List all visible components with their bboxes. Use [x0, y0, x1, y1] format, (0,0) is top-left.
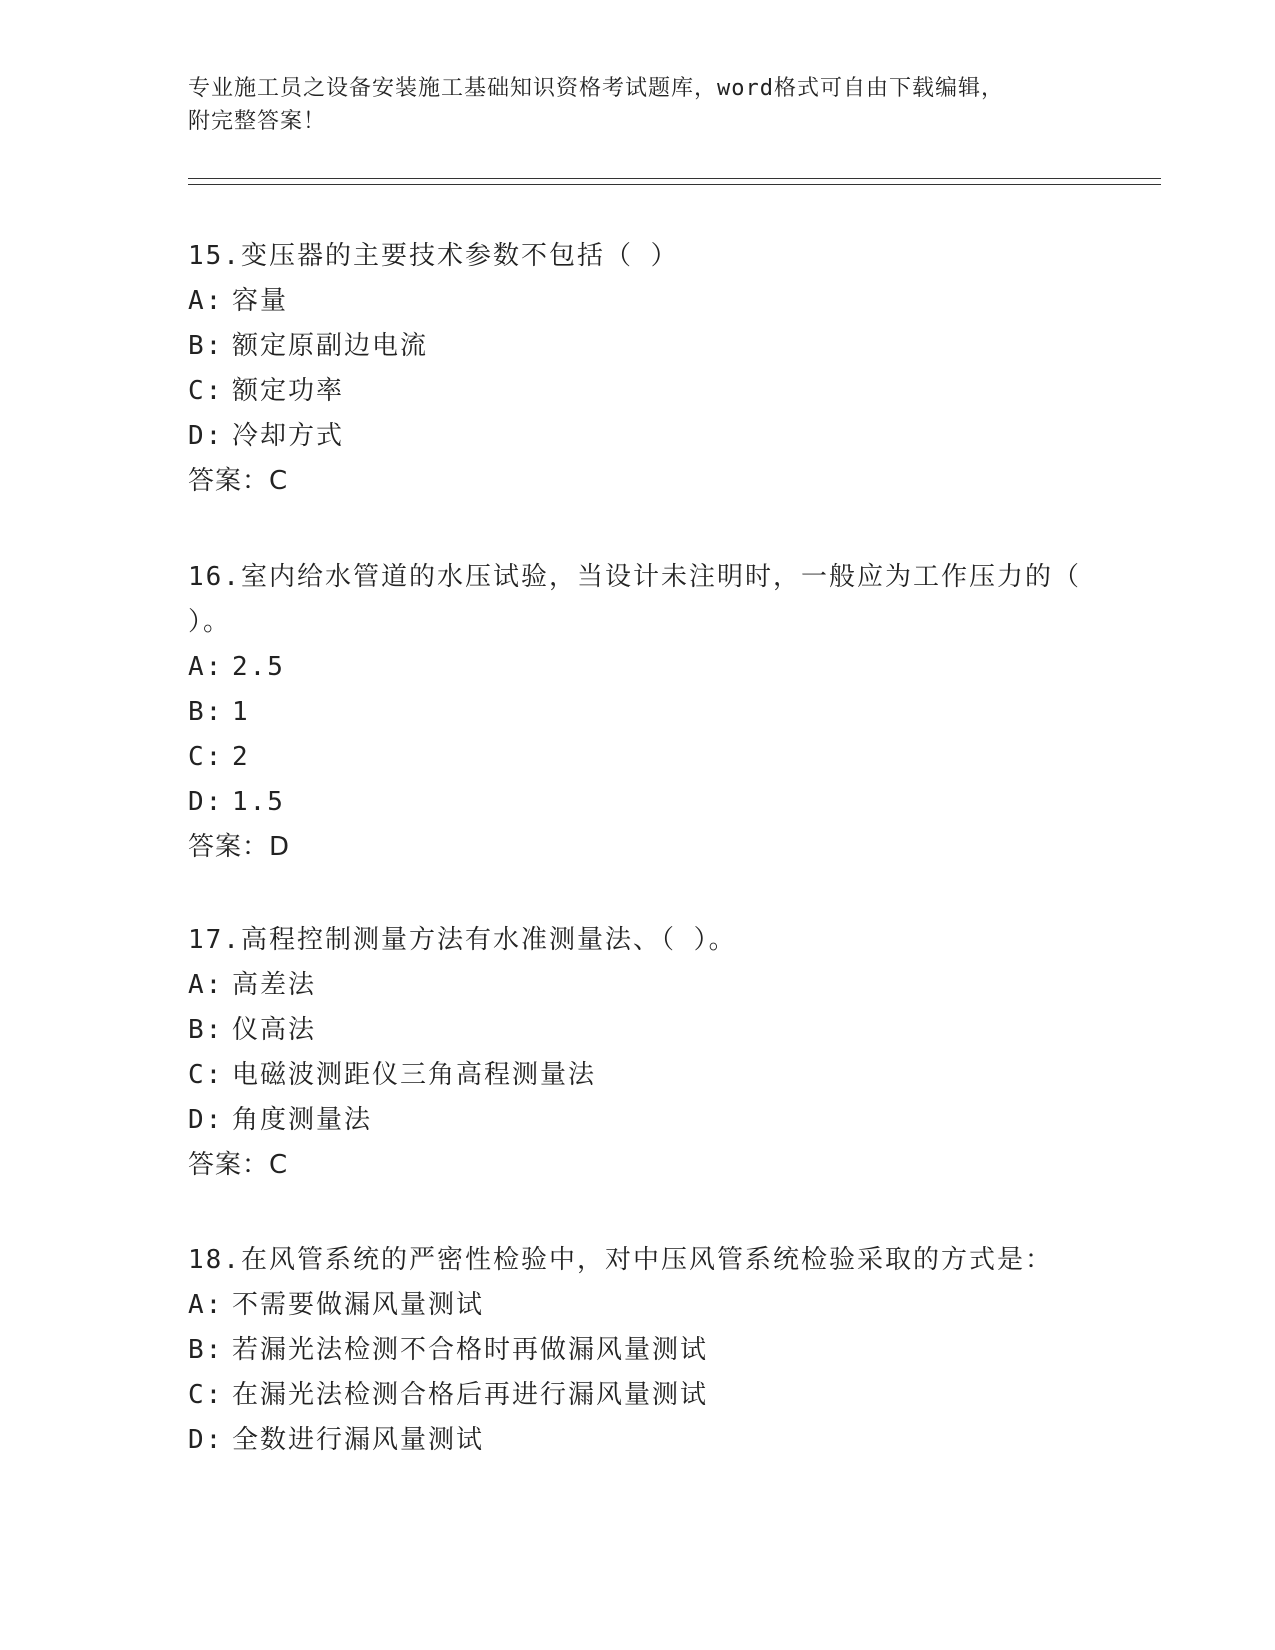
option-text: 不需要做漏风量测试: [232, 1290, 485, 1320]
option-text: 若漏光法检测不合格时再做漏风量测试: [232, 1335, 709, 1365]
option-label: B:: [188, 331, 224, 361]
question-18: [188, 1238, 1088, 1463]
header-line-1: 专业施工员之设备安装施工基础知识资格考试题库，word格式可自由下载编辑，: [188, 76, 1004, 101]
option-text: 容量: [232, 286, 289, 316]
option-label: B:: [188, 1335, 224, 1365]
option-text: 额定原副边电流: [232, 331, 429, 361]
option-text: 在漏光法检测合格后再进行漏风量测试: [232, 1380, 709, 1410]
option-a: [188, 1283, 1088, 1328]
option-text: 电磁波测距仪三角高程测量法: [232, 1060, 597, 1090]
header-line-2: 附完整答案！: [188, 109, 327, 134]
option-text: 2: [232, 742, 250, 772]
option-label: C:: [188, 1380, 224, 1410]
document-header: [188, 72, 1068, 138]
option-label: A:: [188, 286, 224, 316]
option-a: [188, 279, 1088, 324]
option-label: C:: [188, 742, 224, 772]
option-label: A:: [188, 970, 224, 1000]
question-stem: 18.在风管系统的严密性检验中，对中压风管系统检验采取的方式是：: [188, 1245, 1053, 1275]
option-c: [188, 369, 1088, 414]
option-label: B:: [188, 1015, 224, 1045]
option-text: 1.5: [232, 787, 285, 817]
option-d: [188, 780, 1088, 825]
question-stem: 17.高程控制测量方法有水准测量法、（ ）。: [188, 925, 737, 955]
option-label: A:: [188, 1290, 224, 1320]
option-c: [188, 735, 1088, 780]
question-15: [188, 234, 1088, 504]
option-text: 仪高法: [232, 1015, 317, 1045]
option-label: A:: [188, 652, 224, 682]
option-d: [188, 1098, 1088, 1143]
question-16: [188, 555, 1088, 870]
header-divider: [188, 178, 1161, 185]
option-text: 高差法: [232, 970, 317, 1000]
answer: 答案：C: [188, 466, 289, 496]
option-label: B:: [188, 697, 224, 727]
option-a: [188, 963, 1088, 1008]
option-b: [188, 324, 1088, 369]
option-b: [188, 1328, 1088, 1373]
option-text: 2.5: [232, 652, 285, 682]
option-text: 冷却方式: [232, 421, 345, 451]
option-text: 全数进行漏风量测试: [232, 1425, 485, 1455]
option-label: D:: [188, 421, 224, 451]
option-b: [188, 1008, 1088, 1053]
option-label: D:: [188, 1105, 224, 1135]
answer: 答案：D: [188, 832, 291, 862]
option-a: [188, 645, 1088, 690]
option-d: [188, 414, 1088, 459]
option-c: [188, 1053, 1088, 1098]
option-b: [188, 690, 1088, 735]
option-text: 1: [232, 697, 250, 727]
option-text: 角度测量法: [232, 1105, 373, 1135]
option-d: [188, 1418, 1088, 1463]
option-label: D:: [188, 1425, 224, 1455]
question-17: [188, 918, 1088, 1188]
question-stem: 15.变压器的主要技术参数不包括（ ）: [188, 241, 679, 271]
question-stem: 16.室内给水管道的水压试验，当设计未注明时，一般应为工作压力的（ ）。: [188, 562, 1081, 637]
answer: 答案：C: [188, 1150, 289, 1180]
option-c: [188, 1373, 1088, 1418]
option-text: 额定功率: [232, 376, 345, 406]
option-label: C:: [188, 1060, 224, 1090]
option-label: D:: [188, 787, 224, 817]
option-label: C:: [188, 376, 224, 406]
